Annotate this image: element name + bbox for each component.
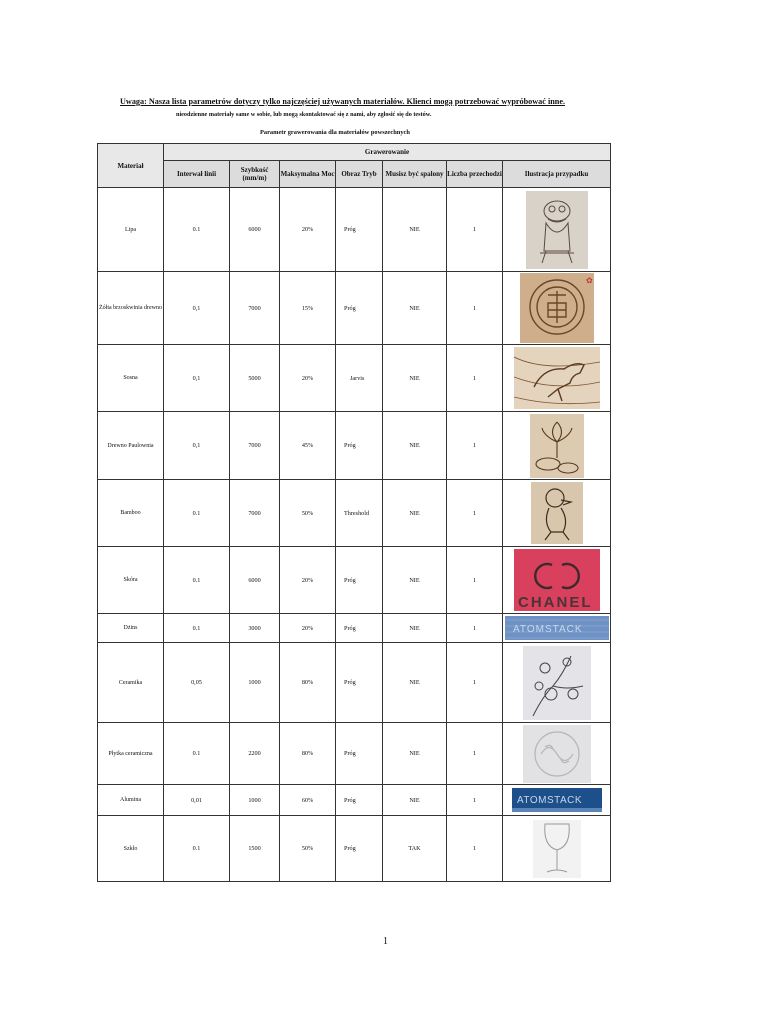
max-power: 20% <box>280 547 336 614</box>
must-burn: NIE <box>383 412 447 480</box>
must-burn: NIE <box>383 643 447 723</box>
table-row <box>98 643 611 723</box>
speed-value: 3000 <box>230 614 280 643</box>
alumina-sample-text: ATOMSTACK <box>516 795 582 806</box>
table-row <box>98 188 611 272</box>
table-row <box>98 785 611 816</box>
passes: 1 <box>447 643 503 723</box>
line-interval: 0.1 <box>164 723 230 785</box>
lotus-engraving-icon <box>530 414 584 478</box>
line-interval: 0.1 <box>164 816 230 882</box>
material-name: Szkło <box>98 816 164 882</box>
must-burn: NIE <box>383 785 447 816</box>
speed-value: 1000 <box>230 643 280 723</box>
material-name: Sosna <box>98 345 164 412</box>
table-row <box>98 614 611 643</box>
table-row <box>98 547 611 614</box>
header-max-power: Maksymalna Moc <box>280 161 336 188</box>
line-interval: 0,1 <box>164 272 230 345</box>
material-name: Skóra <box>98 547 164 614</box>
must-burn: NIE <box>383 547 447 614</box>
material-name: Ceramika <box>98 643 164 723</box>
line-interval: 0,1 <box>164 345 230 412</box>
image-mode: Próg <box>336 547 383 614</box>
passes: 1 <box>447 816 503 882</box>
chanel-leather-engraving-icon <box>514 549 600 611</box>
line-interval: 0.1 <box>164 614 230 643</box>
passes: 1 <box>447 785 503 816</box>
image-mode: Próg <box>336 614 383 643</box>
image-mode: Jarvis <box>336 345 383 412</box>
max-power: 80% <box>280 723 336 785</box>
speed-value: 2200 <box>230 723 280 785</box>
table-row <box>98 272 611 345</box>
speed-value: 1000 <box>230 785 280 816</box>
image-mode: Próg <box>336 723 383 785</box>
image-mode: Próg <box>336 188 383 272</box>
table-row <box>98 345 611 412</box>
table-row <box>98 723 611 785</box>
passes: 1 <box>447 614 503 643</box>
header-speed: Szybkość (mm/m) <box>230 161 280 188</box>
must-burn: NIE <box>383 188 447 272</box>
denim-atomstack-engraving-icon <box>505 616 609 640</box>
material-name: Alumina <box>98 785 164 816</box>
line-interval: 0,01 <box>164 785 230 816</box>
max-power: 20% <box>280 345 336 412</box>
passes: 1 <box>447 272 503 345</box>
passes: 1 <box>447 345 503 412</box>
max-power: 15% <box>280 272 336 345</box>
denim-sample-text: ATOMSTACK <box>512 624 583 635</box>
passes: 1 <box>447 723 503 785</box>
page-number: 1 <box>383 936 388 947</box>
speed-value: 6000 <box>230 188 280 272</box>
speed-value: 6000 <box>230 547 280 614</box>
image-mode: Próg <box>336 785 383 816</box>
line-interval: 0,1 <box>164 412 230 480</box>
header-image-mode: Obraz Tryb <box>336 161 383 188</box>
engraving-parameters-table <box>97 143 611 882</box>
table-title: Parametr grawerowania dla materiałów powszechnych <box>260 129 410 136</box>
material-name: Dżins <box>98 614 164 643</box>
table-row <box>98 816 611 882</box>
speed-value: 7000 <box>230 412 280 480</box>
material-name: Płytka ceramiczna <box>98 723 164 785</box>
svg-text:✿: ✿ <box>585 276 593 285</box>
speed-value: 7000 <box>230 480 280 547</box>
speed-value: 7000 <box>230 272 280 345</box>
passes: 1 <box>447 480 503 547</box>
max-power: 80% <box>280 643 336 723</box>
material-name: Drewno Paulownia <box>98 412 164 480</box>
must-burn: NIE <box>383 614 447 643</box>
header-engraving-group: Grawerowanie <box>164 144 611 161</box>
max-power: 20% <box>280 188 336 272</box>
passes: 1 <box>447 412 503 480</box>
wine-glass-engraving-icon <box>533 820 581 878</box>
line-interval: 0,05 <box>164 643 230 723</box>
horse-engraving-icon <box>514 347 600 409</box>
image-mode: Threshold <box>336 480 383 547</box>
passes: 1 <box>447 547 503 614</box>
max-power: 60% <box>280 785 336 816</box>
must-burn: NIE <box>383 272 447 345</box>
image-mode: Próg <box>336 412 383 480</box>
must-burn: NIE <box>383 480 447 547</box>
fu-character-engraving-icon <box>520 273 594 343</box>
header-material: Materiał <box>98 144 164 188</box>
must-burn: TAK <box>383 816 447 882</box>
plum-blossom-engraving-icon <box>523 646 591 720</box>
swirl-tile-engraving-icon <box>523 725 591 783</box>
leather-sample-text: CHANEL <box>517 594 593 611</box>
header-passes: Liczba przechodzi <box>447 161 503 188</box>
passes: 1 <box>447 188 503 272</box>
speed-value: 5000 <box>230 345 280 412</box>
material-name: Lipa <box>98 188 164 272</box>
alumina-atomstack-engraving-icon <box>512 788 602 812</box>
must-burn: NIE <box>383 723 447 785</box>
max-power: 50% <box>280 816 336 882</box>
table-row <box>98 412 611 480</box>
image-mode: Próg <box>336 272 383 345</box>
header-line-interval: Interwał linii <box>164 161 230 188</box>
image-mode: Próg <box>336 643 383 723</box>
line-interval: 0.1 <box>164 480 230 547</box>
header-must-burn: Musisz być spalony <box>383 161 447 188</box>
garfield-engraving-icon <box>526 191 588 269</box>
max-power: 45% <box>280 412 336 480</box>
max-power: 50% <box>280 480 336 547</box>
line-interval: 0.1 <box>164 188 230 272</box>
material-name: Bamboo <box>98 480 164 547</box>
speed-value: 1500 <box>230 816 280 882</box>
material-name: Żółta brzoskwinia drewno <box>98 272 164 345</box>
header-case-illustration: Ilustracja przypadku <box>503 161 611 188</box>
warning-note-continued: nieodzienne materiały same w sobie, lub mogą skontaktować się z nami, aby zgłosić się do testów. <box>176 111 432 118</box>
max-power: 20% <box>280 614 336 643</box>
must-burn: NIE <box>383 345 447 412</box>
donald-duck-engraving-icon <box>531 482 583 544</box>
table-row <box>98 480 611 547</box>
line-interval: 0.1 <box>164 547 230 614</box>
warning-note: Uwaga: Nasza lista parametrów dotyczy tylko najczęściej używanych materiałów. Klienci mogą potrzebować wypróbować inne. <box>120 97 566 106</box>
image-mode: Próg <box>336 816 383 882</box>
